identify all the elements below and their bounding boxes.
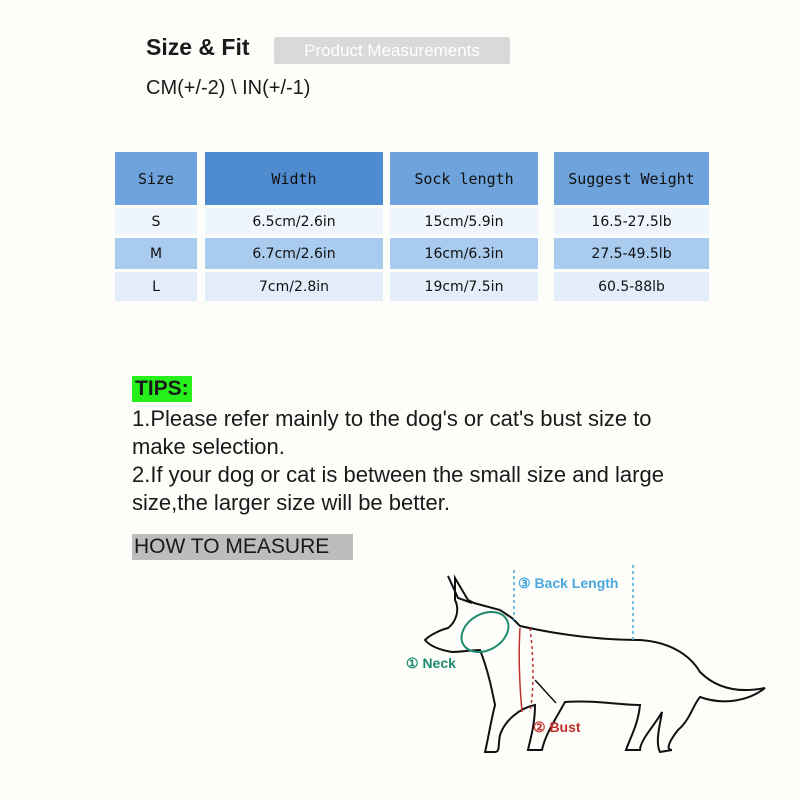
bust-ring-front	[519, 628, 522, 712]
table-cell: 27.5-49.5lb	[554, 238, 709, 269]
table-cell: L	[115, 272, 197, 301]
table-cell: 16.5-27.5lb	[554, 208, 709, 235]
bust-pointer	[535, 680, 556, 703]
tips-line-2: make selection.	[132, 434, 285, 459]
bust-label: ② Bust	[533, 719, 581, 735]
tips-line-3: 2.If your dog or cat is between the small size and large	[132, 462, 664, 487]
table-cell: S	[115, 208, 197, 235]
table-cell: 6.5cm/2.6in	[205, 208, 383, 235]
tips-line-1: 1.Please refer mainly to the dog's or cat's bust size to	[132, 406, 652, 431]
tips-line-4: size,the larger size will be better.	[132, 490, 450, 515]
table-cell: 19cm/7.5in	[390, 272, 538, 301]
header-suggest-weight: Suggest Weight	[554, 152, 709, 205]
subtitle-badge: Product Measurements	[274, 37, 510, 64]
header-size: Size	[115, 152, 197, 205]
header-width: Width	[205, 152, 383, 205]
table-cell: 6.7cm/2.6in	[205, 238, 383, 269]
table-cell: 16cm/6.3in	[390, 238, 538, 269]
bust-ring-back	[530, 628, 533, 712]
page-title: Size & Fit	[146, 34, 250, 60]
header-sock-length: Sock length	[390, 152, 538, 205]
neck-label: ① Neck	[406, 655, 456, 671]
table-cell: M	[115, 238, 197, 269]
dog-silhouette	[425, 578, 765, 752]
table-cell: 15cm/5.9in	[390, 208, 538, 235]
table-cell: 7cm/2.8in	[205, 272, 383, 301]
tips-label: TIPS:	[132, 376, 192, 402]
table-cell: 60.5-88lb	[554, 272, 709, 301]
back-length-label: ③ Back Length	[518, 575, 619, 591]
how-to-measure-heading: HOW TO MEASURE	[132, 534, 353, 560]
units-note: CM(+/-2) \ IN(+/-1)	[146, 77, 311, 99]
